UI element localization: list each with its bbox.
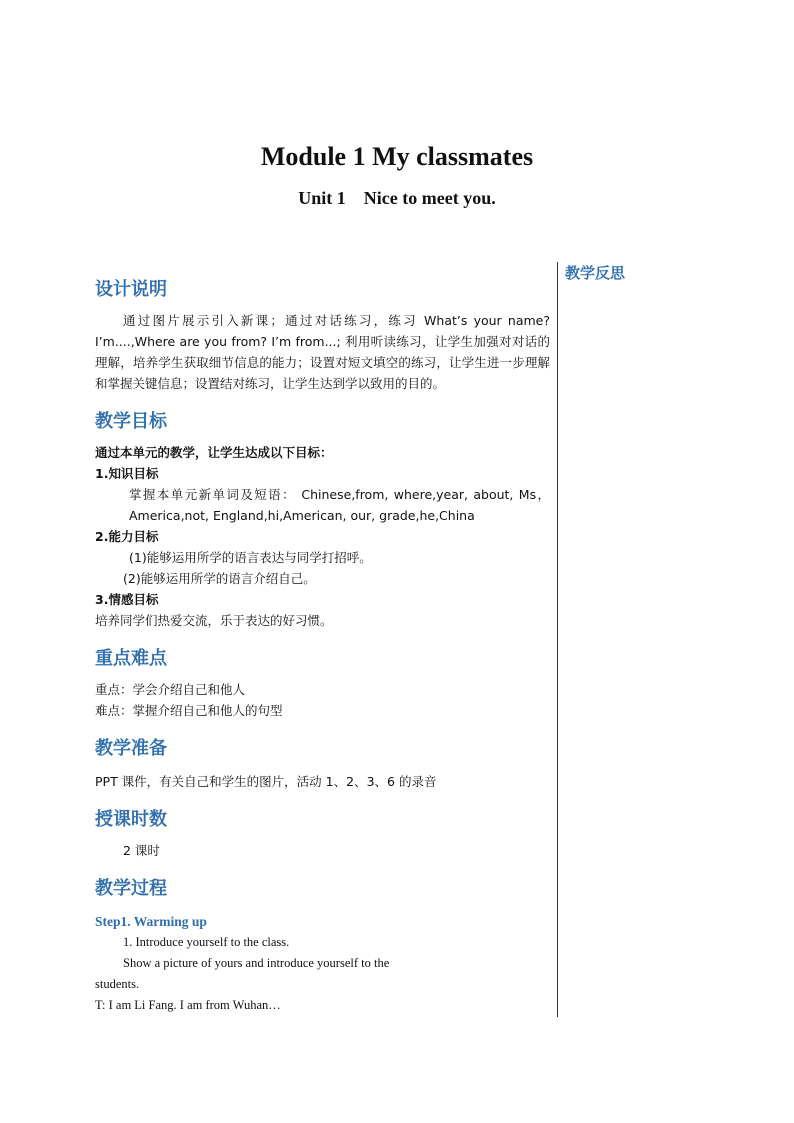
design-text: 通过图片展示引入新课；通过对话练习，练习 What’s your name? I’m....,Where are you from? I’m from...; 利用听读练习，让学生加强对对话的理解，培养学生获取细节信息的能力；设置对短文填空的练习，让学生进一步理解和掌握关键信息；设置结对练习，让学生达到学以致用的目的。 — [95, 313, 550, 391]
ability-item-2: (2)能够运用所学的语言介绍自己。 — [123, 571, 316, 586]
process-line-2: Show a picture of yours and introduce yourself to the — [123, 956, 390, 970]
hours-text: 2 课时 — [123, 843, 160, 858]
objectives-section — [95, 410, 550, 631]
page-title: Module 1 My classmates — [260, 142, 534, 171]
page-subtitle: Unit 1 Nice to meet you. — [298, 188, 496, 208]
process-line-1: 1. Introduce yourself to the class. — [123, 935, 290, 949]
step1-heading: Step1. Warming up — [95, 914, 207, 929]
column-divider — [557, 262, 558, 1017]
design-section — [95, 278, 550, 394]
key-point-text: 重点：学会介绍自己和他人 — [95, 682, 246, 697]
main-content — [95, 278, 550, 1016]
hours-heading: 授课时数 — [95, 809, 167, 830]
preparation-heading: 教学准备 — [95, 738, 167, 759]
preparation-section — [95, 737, 550, 792]
emotion-title: 3.情感目标 — [95, 592, 159, 607]
process-line-4: T: I am Li Fang. I am from Wuhan… — [95, 998, 281, 1012]
key-points-heading: 重点难点 — [95, 648, 167, 669]
difficult-point-text: 难点：掌握介绍自己和他人的句型 — [95, 703, 283, 718]
process-section — [95, 877, 550, 1016]
ability-item-1: (1)能够运用所学的语言表达与同学打招呼。 — [129, 550, 372, 565]
emotion-text: 培养同学们热爱交流，乐于表达的好习惯。 — [95, 613, 333, 628]
hours-section — [95, 808, 550, 861]
preparation-text: PPT 课件，有关自己和学生的图片，活动 1、2、3、6 的录音 — [95, 774, 437, 789]
reflection-label: 教学反思 — [565, 264, 626, 282]
process-line-3: students. — [95, 977, 140, 991]
knowledge-title: 1.知识目标 — [95, 466, 159, 481]
ability-title: 2.能力目标 — [95, 529, 159, 544]
knowledge-text: 掌握本单元新单词及短语： Chinese,from, where,year, about, Ms，America,not, England,hi,American, our, grade,he,China — [129, 487, 550, 523]
objectives-heading: 教学目标 — [95, 411, 167, 432]
design-heading: 设计说明 — [95, 279, 167, 300]
process-heading: 教学过程 — [95, 878, 167, 899]
key-points-section — [95, 647, 550, 721]
objectives-intro: 通过本单元的教学，让学生达成以下目标： — [95, 445, 333, 460]
